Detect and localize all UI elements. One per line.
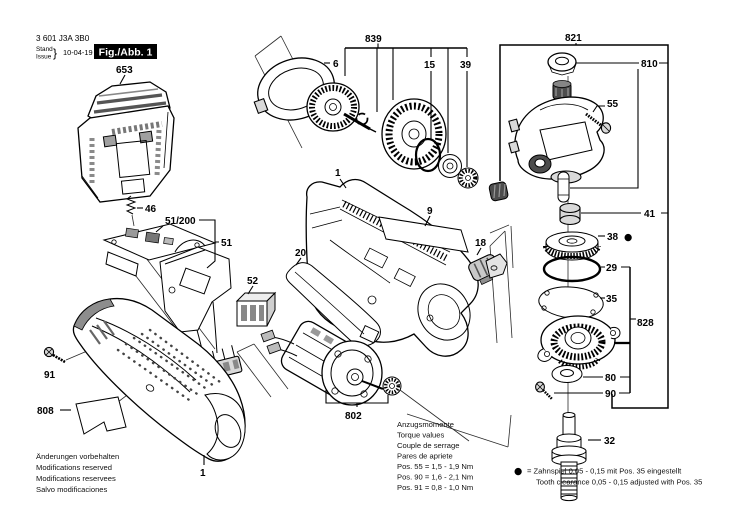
spindle-32 [552,413,586,501]
torque-title-en: Torque values [397,430,445,440]
callout-802: 802 [345,411,362,422]
callout-18: 18 [475,238,487,249]
issue-date: 10-04-19 [63,48,93,57]
callout-39: 39 [460,60,472,71]
pos38-adjust-dot: ● [624,232,633,243]
damping-sleeve [489,181,509,201]
callout-41: 41 [644,209,656,220]
torque-title-es: Pares de apriete [397,451,453,461]
flange-screw-90 [536,382,552,399]
callout-653: 653 [116,65,133,76]
callout-38: 38 [607,232,619,243]
gear-head-housing [509,97,604,183]
callout-91: 91 [44,370,56,381]
note-modifications-fr: Modifications reservees [36,474,116,483]
bearing-flange [538,316,620,367]
torque-pos-91: Pos. 91 = 0,8 - 1,0 Nm [397,483,474,492]
callout-32: 32 [604,436,616,447]
callout-15: 15 [424,60,436,71]
header [36,34,157,61]
callout-810: 810 [641,59,658,70]
callout-51-200: 51/200 [165,216,196,227]
housing-screw [44,347,65,362]
callout-55: 55 [607,99,619,110]
torque-title-de: Anzugsmomente [397,420,454,429]
gasket-35 [539,287,603,319]
pinion-gear-39 [458,168,478,188]
callout-29: 29 [606,263,618,274]
motor-pinion [383,377,401,395]
part-number: 3 601 J3A 3B0 [36,34,90,43]
torque-pos-55: Pos. 55 = 1,5 - 1,9 Nm [397,462,474,471]
battery-pack [78,82,174,202]
callout-6: 6 [333,59,339,70]
o-ring-29 [544,257,600,281]
callout-1-top: 1 [335,168,341,179]
clamp-pin [558,172,569,202]
note-modifications-en: Modifications reserved [36,463,112,472]
ball-bearing [439,155,462,178]
callout-46: 46 [145,204,157,215]
note-modifications-de: Änderungen vorbehalten [36,452,120,461]
torque-pos-90: Pos. 90 = 1,6 - 2,1 Nm [397,472,474,482]
callout-1-bottom: 1 [200,468,206,479]
torque-title-fr: Couple de serrage [397,441,460,450]
callout-808: 808 [37,406,54,417]
note-modifications-es: Salvo modificaciones [36,485,108,494]
rubber-bushing [553,81,571,100]
stand-label: Stand [36,46,53,53]
callout-828: 828 [637,318,654,329]
callout-20: 20 [295,248,307,259]
bearing-bushing-41 [560,204,580,225]
washer-80 [552,366,582,383]
callout-52: 52 [247,276,259,287]
tooth-clearance-note [514,466,702,487]
fan-impeller [382,99,446,169]
callout-35: 35 [606,294,618,305]
modification-note [36,452,119,494]
housing-shell-bottom [73,299,245,462]
fig-label: Fig./Abb. 1 [98,46,153,59]
issue-label: Issue [36,53,52,61]
callout-90: 90 [605,389,617,400]
tooth-clearance-en: Tooth clearance 0,05 - 0,15 adjusted with Pos. 35 [536,477,703,487]
callout-51: 51 [221,238,233,249]
tooth-clearance-de: = Zahnspiel 0,05 - 0,15 mit Pos. 35 eingestellt [527,466,682,476]
tooth-clearance-bullet: ● [514,466,523,477]
callout-839: 839 [365,34,382,45]
callout-80: 80 [605,373,617,384]
flange-nut [548,53,576,75]
callout-9: 9 [427,206,433,217]
brace: } [53,46,58,60]
housing-shell-top [306,180,480,357]
ring-gear [307,83,376,132]
switch-block [237,293,275,326]
torque-note [397,420,473,492]
callout-821: 821 [565,33,582,44]
